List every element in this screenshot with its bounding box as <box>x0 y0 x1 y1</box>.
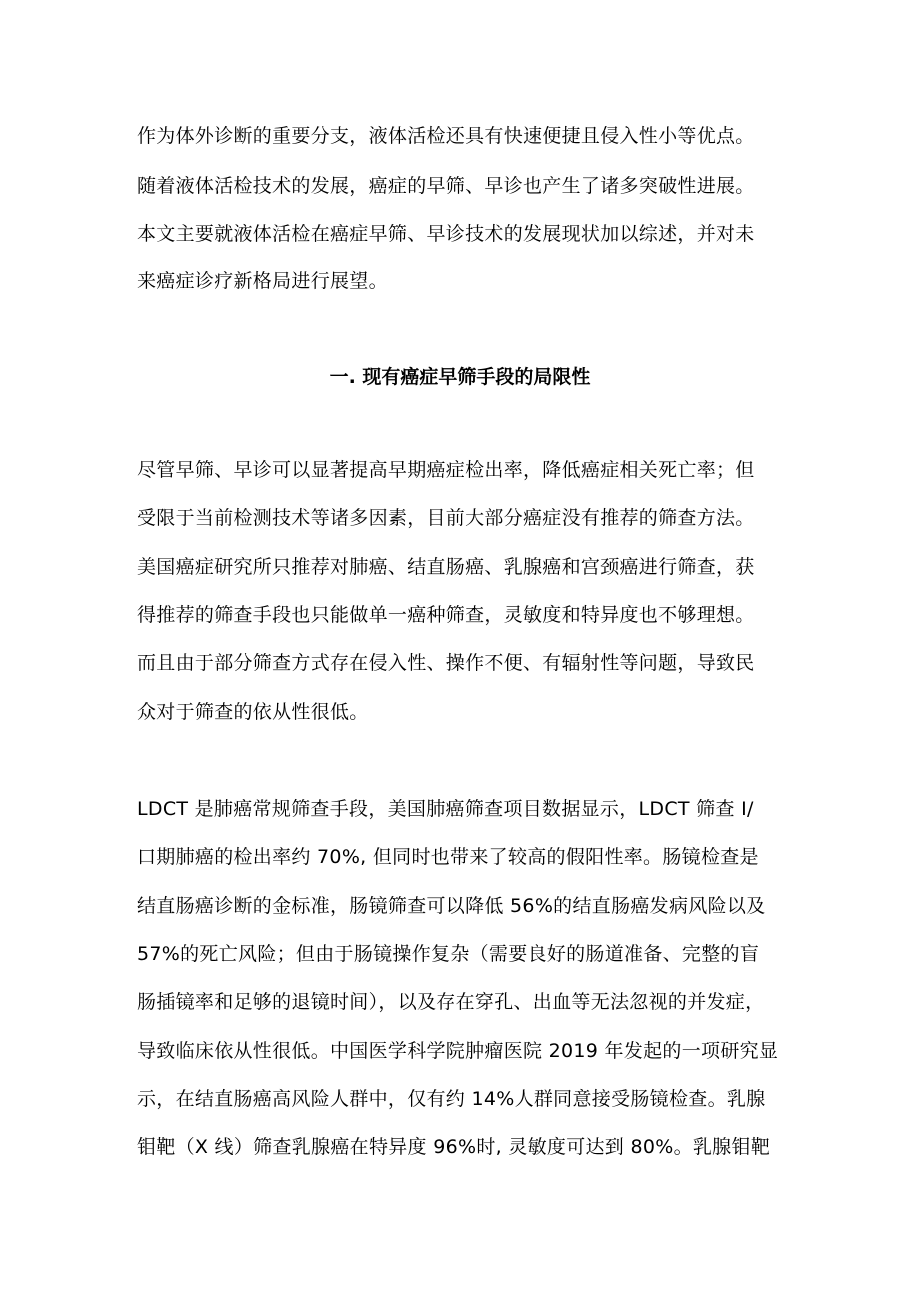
intro-line: 随着液体活检技术的发展，癌症的早筛、早诊也产生了诸多突破性进展。 <box>137 175 755 197</box>
paragraph-line: 结直肠癌诊断的金标准，肠镜筛查可以降低 56%的结直肠癌发病风险以及 <box>137 895 766 917</box>
paragraph-line: 而且由于部分筛查方式存在侵入性、操作不便、有辐射性等问题，导致民 <box>137 652 755 674</box>
paragraph-line: 肠插镜率和足够的退镜时间），以及存在穿孔、出血等无法忽视的并发症， <box>137 991 765 1013</box>
paragraph-line: 得推荐的筛查手段也只能做单一癌种筛查，灵敏度和特异度也不够理想。 <box>137 604 755 626</box>
intro-line: 本文主要就液体活检在癌症早筛、早诊技术的发展现状加以综述，并对未 <box>137 223 755 245</box>
paragraph-line: 口期肺癌的检出率约 70%, 但同时也带来了较高的假阳性率。肠镜检查是 <box>137 846 759 868</box>
paragraph-line: 导致临床依从性很低。中国医学科学院肿瘤医院 2019 年发起的一项研究显 <box>137 1040 779 1062</box>
paragraph-line: 示，在结直肠癌高风险人群中，仅有约 14%人群同意接受肠镜检查。乳腺 <box>137 1088 766 1110</box>
section-heading: 一. 现有癌症早筛手段的局限性 <box>329 366 591 388</box>
paragraph-line: 尽管早筛、早诊可以显著提高早期癌症检出率，降低癌症相关死亡率；但 <box>137 459 755 481</box>
paragraph-line: 众对于筛查的依从性很低。 <box>137 701 369 723</box>
paragraph-line: LDCT 是肺癌常规筛查手段，美国肺癌筛查项目数据显示，LDCT 筛查 I/ <box>137 798 754 820</box>
intro-line: 作为体外诊断的重要分支，液体活检还具有快速便捷且侵入性小等优点。 <box>137 125 755 147</box>
paragraph-line: 钼靶（X 线）筛查乳腺癌在特异度 96%时, 灵敏度可达到 80%。乳腺钼靶 <box>137 1136 771 1158</box>
intro-line: 来癌症诊疗新格局进行展望。 <box>137 270 388 292</box>
paragraph-line: 57%的死亡风险；但由于肠镜操作复杂（需要良好的肠道准备、完整的盲 <box>137 943 760 965</box>
paragraph-line: 美国癌症研究所只推荐对肺癌、结直肠癌、乳腺癌和宫颈癌进行筛查，获 <box>137 556 755 578</box>
paragraph-line: 受限于当前检测技术等诸多因素，目前大部分癌症没有推荐的筛查方法。 <box>137 507 755 529</box>
